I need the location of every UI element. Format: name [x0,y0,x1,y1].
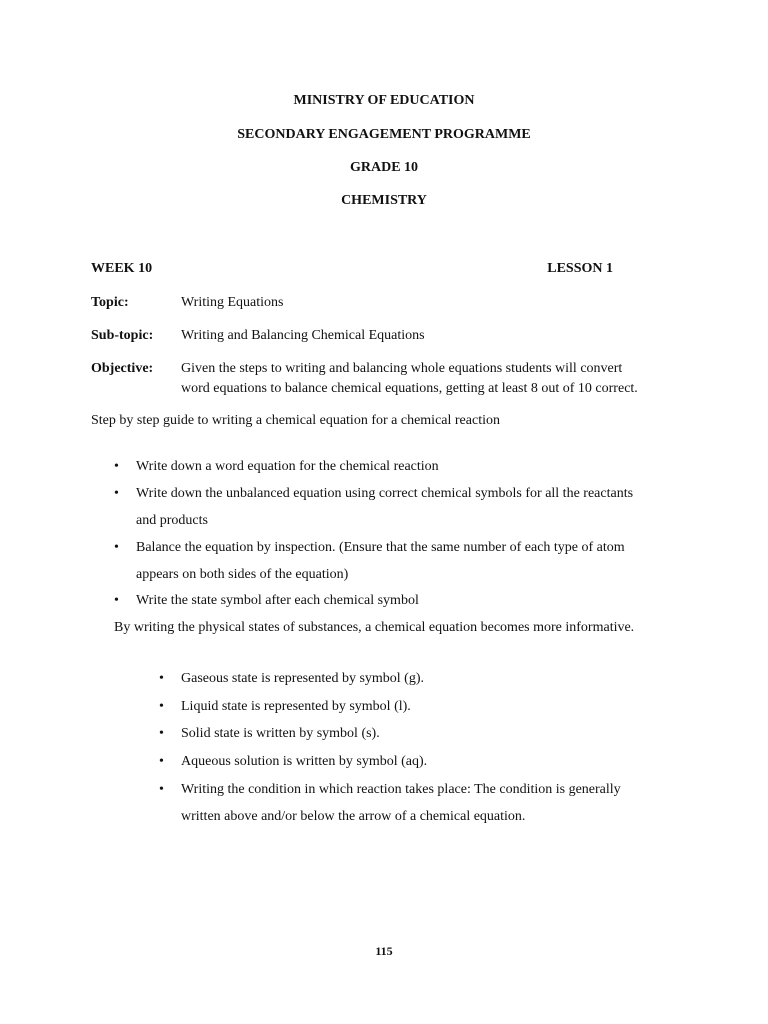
bullet-icon: • [114,540,119,555]
topic-value: Writing Equations [181,295,284,310]
step-4-line1: Write the state symbol after each chemical symbol [136,593,419,608]
step-2-line1: Write down the unbalanced equation using correct chemical symbols for all the reactants [136,486,634,501]
bullet-icon: • [159,754,164,769]
page-number: 115 [375,944,393,958]
subtopic-label: Sub-topic: [91,328,154,343]
grade-heading: GRADE 10 [349,160,419,175]
subject-heading: CHEMISTRY [341,193,427,208]
bullet-icon: • [159,782,164,797]
programme-heading: SECONDARY ENGAGEMENT PROGRAMME [237,127,531,142]
step-3-line1: Balance the equation by inspection. (Ensure that the same number of each type of atom [136,540,625,555]
state-solid: Solid state is written by symbol (s). [181,726,380,741]
subtopic-value: Writing and Balancing Chemical Equations [181,328,425,343]
lesson-label: LESSON 1 [547,261,613,276]
bullet-icon: • [159,726,164,741]
bullet-icon: • [159,671,164,686]
bullet-icon: • [114,486,119,501]
states-intro: By writing the physical states of substances, a chemical equation becomes more informative. [114,620,635,635]
state-condition-line1: Writing the condition in which reaction takes place: The condition is generally [181,782,621,797]
state-gaseous: Gaseous state is represented by symbol (g). [181,671,424,686]
week-label: WEEK 10 [91,261,153,276]
objective-text-line1: Given the steps to writing and balancing whole equations students will convert [181,361,623,376]
state-liquid: Liquid state is represented by symbol (l). [181,699,411,714]
ministry-heading: MINISTRY OF EDUCATION [293,93,475,108]
step-2-line2: and products [136,513,208,528]
bullet-icon: • [114,593,119,608]
objective-label: Objective: [91,361,154,376]
bullet-icon: • [114,459,119,474]
state-aqueous: Aqueous solution is written by symbol (aq). [181,754,428,769]
bullet-icon: • [159,699,164,714]
objective-text-line2: word equations to balance chemical equations, getting at least 8 out of 10 correct. [181,381,638,396]
step-3-line2: appears on both sides of the equation) [136,567,349,582]
steps-intro: Step by step guide to writing a chemical equation for a chemical reaction [91,413,500,428]
step-1-line1: Write down a word equation for the chemical reaction [136,459,439,474]
topic-label: Topic: [91,295,129,310]
state-condition-line2: written above and/or below the arrow of a chemical equation. [181,809,526,824]
